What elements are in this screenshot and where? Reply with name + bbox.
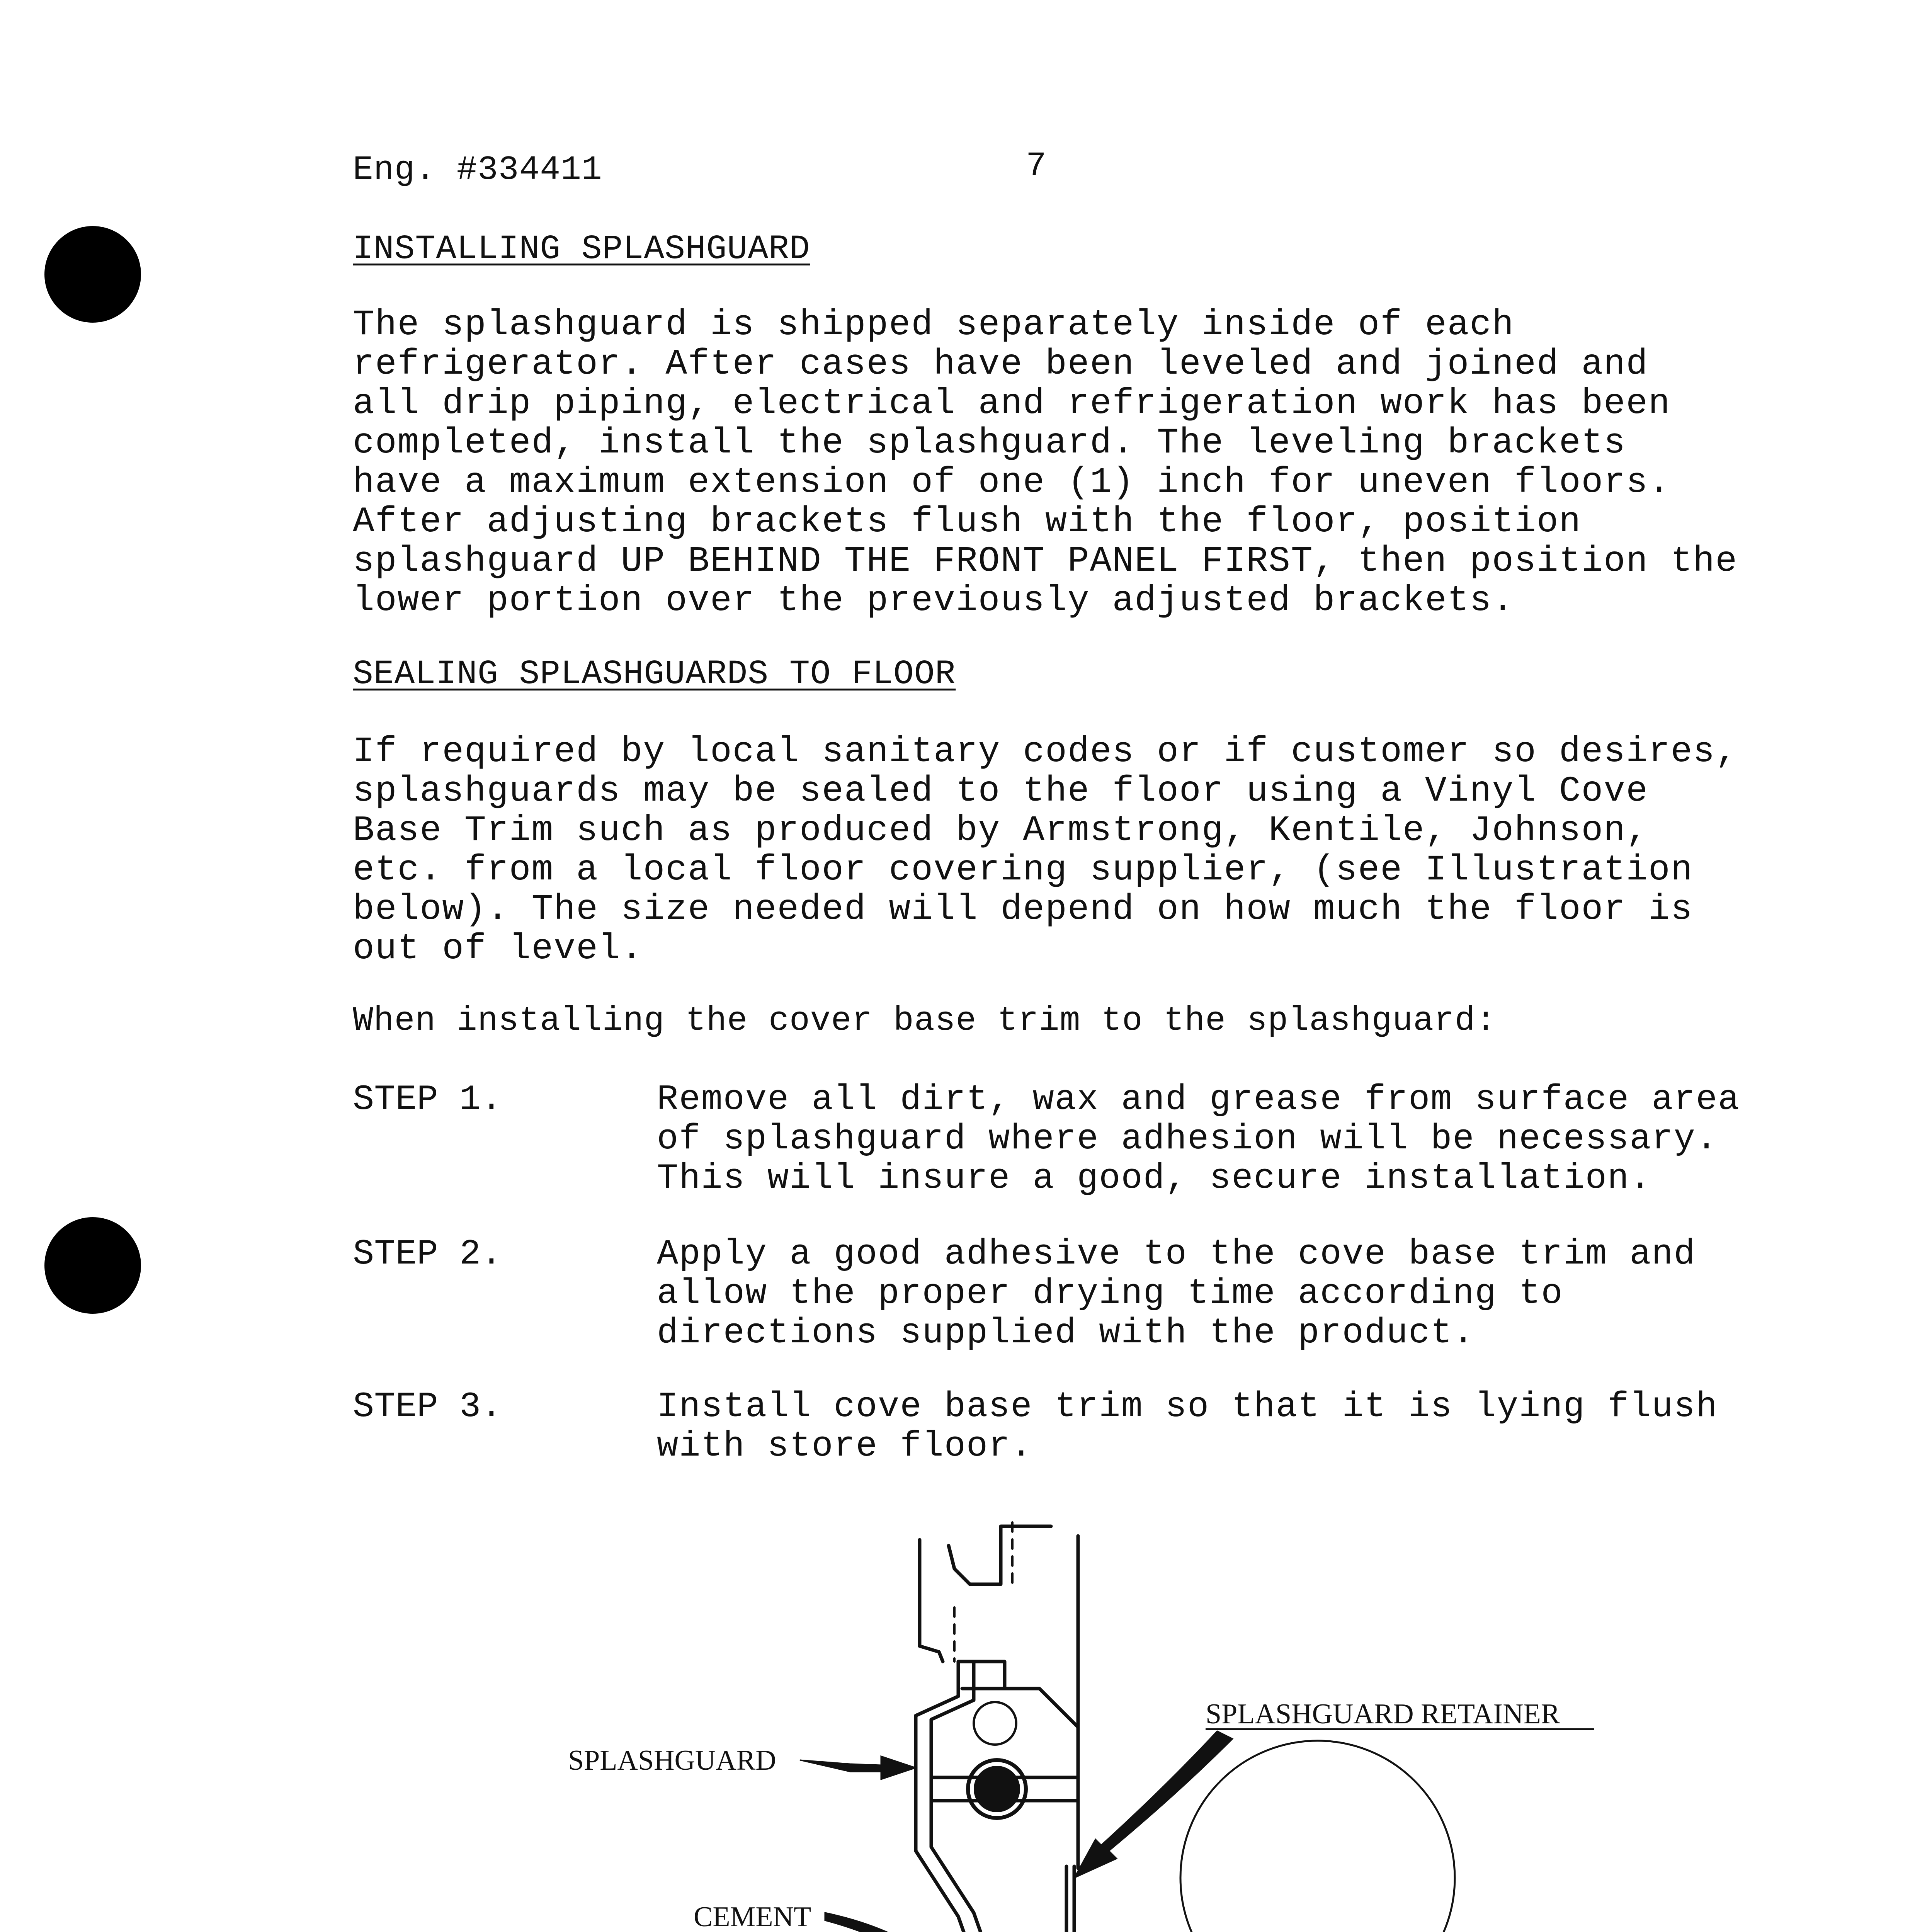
installing-splashguard-heading: INSTALLING SPLASHGUARD	[353, 230, 810, 269]
step-3-label: STEP 3.	[353, 1386, 502, 1427]
text-line: This will insure a good, secure installation.	[657, 1158, 1652, 1199]
step-2-label: STEP 2.	[353, 1234, 502, 1274]
splashguard-retainer-shape	[1059, 1866, 1066, 1932]
text-line: of splashguard where adhesion will be necessary.	[657, 1119, 1718, 1159]
text-line: with store floor.	[657, 1426, 1033, 1466]
text-line: lower portion over the previously adjusted brackets.	[353, 580, 1515, 621]
text-line: If required by local sanitary codes or if customer so desires,	[353, 731, 1738, 772]
text-line: out of level.	[353, 929, 643, 969]
text-line: below). The size needed will depend on how much the floor is	[353, 889, 1693, 930]
text-line: Install cove base trim so that it is lying flush	[657, 1386, 1718, 1427]
text-line: have a maximum extension of one (1) inch for uneven floors.	[353, 462, 1671, 503]
retainer-arrow	[1074, 1731, 1233, 1878]
text-line: Apply a good adhesive to the cove base trim and	[657, 1234, 1696, 1274]
engineering-number: Eng. #334411	[353, 151, 602, 189]
text-line: completed, install the splashguard. The leveling brackets	[353, 423, 1626, 463]
label-splashguard: SPLASHGUARD	[568, 1745, 776, 1776]
page-number: 7	[1026, 147, 1047, 185]
label-cement: CEMENT	[694, 1901, 811, 1932]
steps-intro: When installing the cover base trim to the splashguard:	[353, 1002, 1497, 1040]
label-splashguard-retainer: SPLASHGUARD RETAINER	[1206, 1698, 1560, 1730]
text-line: etc. from a local floor covering supplier, (see Illustration	[353, 850, 1693, 890]
sealing-splashguards-heading: SEALING SPLASHGUARDS TO FLOOR	[353, 655, 956, 694]
light-circle	[974, 1702, 1016, 1745]
splashguard-top-bracket	[958, 1662, 1005, 1689]
text-line: After adjusting brackets flush with the floor, position	[353, 502, 1582, 542]
bolt-circle	[974, 1766, 1020, 1812]
text-line: all drip piping, electrical and refrigeration work has been	[353, 383, 1671, 424]
text-line: directions supplied with the product.	[657, 1313, 1475, 1353]
text-line: The splashguard is shipped separately inside of each	[353, 304, 1515, 345]
text-line: splashguards may be sealed to the floor using a Vinyl Cove	[353, 771, 1648, 811]
splashguard-arrow	[800, 1756, 916, 1779]
text-line: refrigerator. After cases have been leveled and joined and	[353, 344, 1648, 384]
text-line: allow the proper drying time according to	[657, 1273, 1563, 1314]
text-line: Remove all dirt, wax and grease from surface area	[657, 1079, 1740, 1120]
text-line: Base Trim such as produced by Armstrong, Kentile, Johnson,	[353, 810, 1648, 851]
case-lip-inner	[949, 1526, 1051, 1584]
text-line: splashguard UP BEHIND THE FRONT PANEL FIRST, then position the	[353, 541, 1738, 582]
step-1-label: STEP 1.	[353, 1079, 502, 1120]
case-lip	[920, 1540, 943, 1662]
pipe-circle	[1180, 1741, 1455, 1932]
